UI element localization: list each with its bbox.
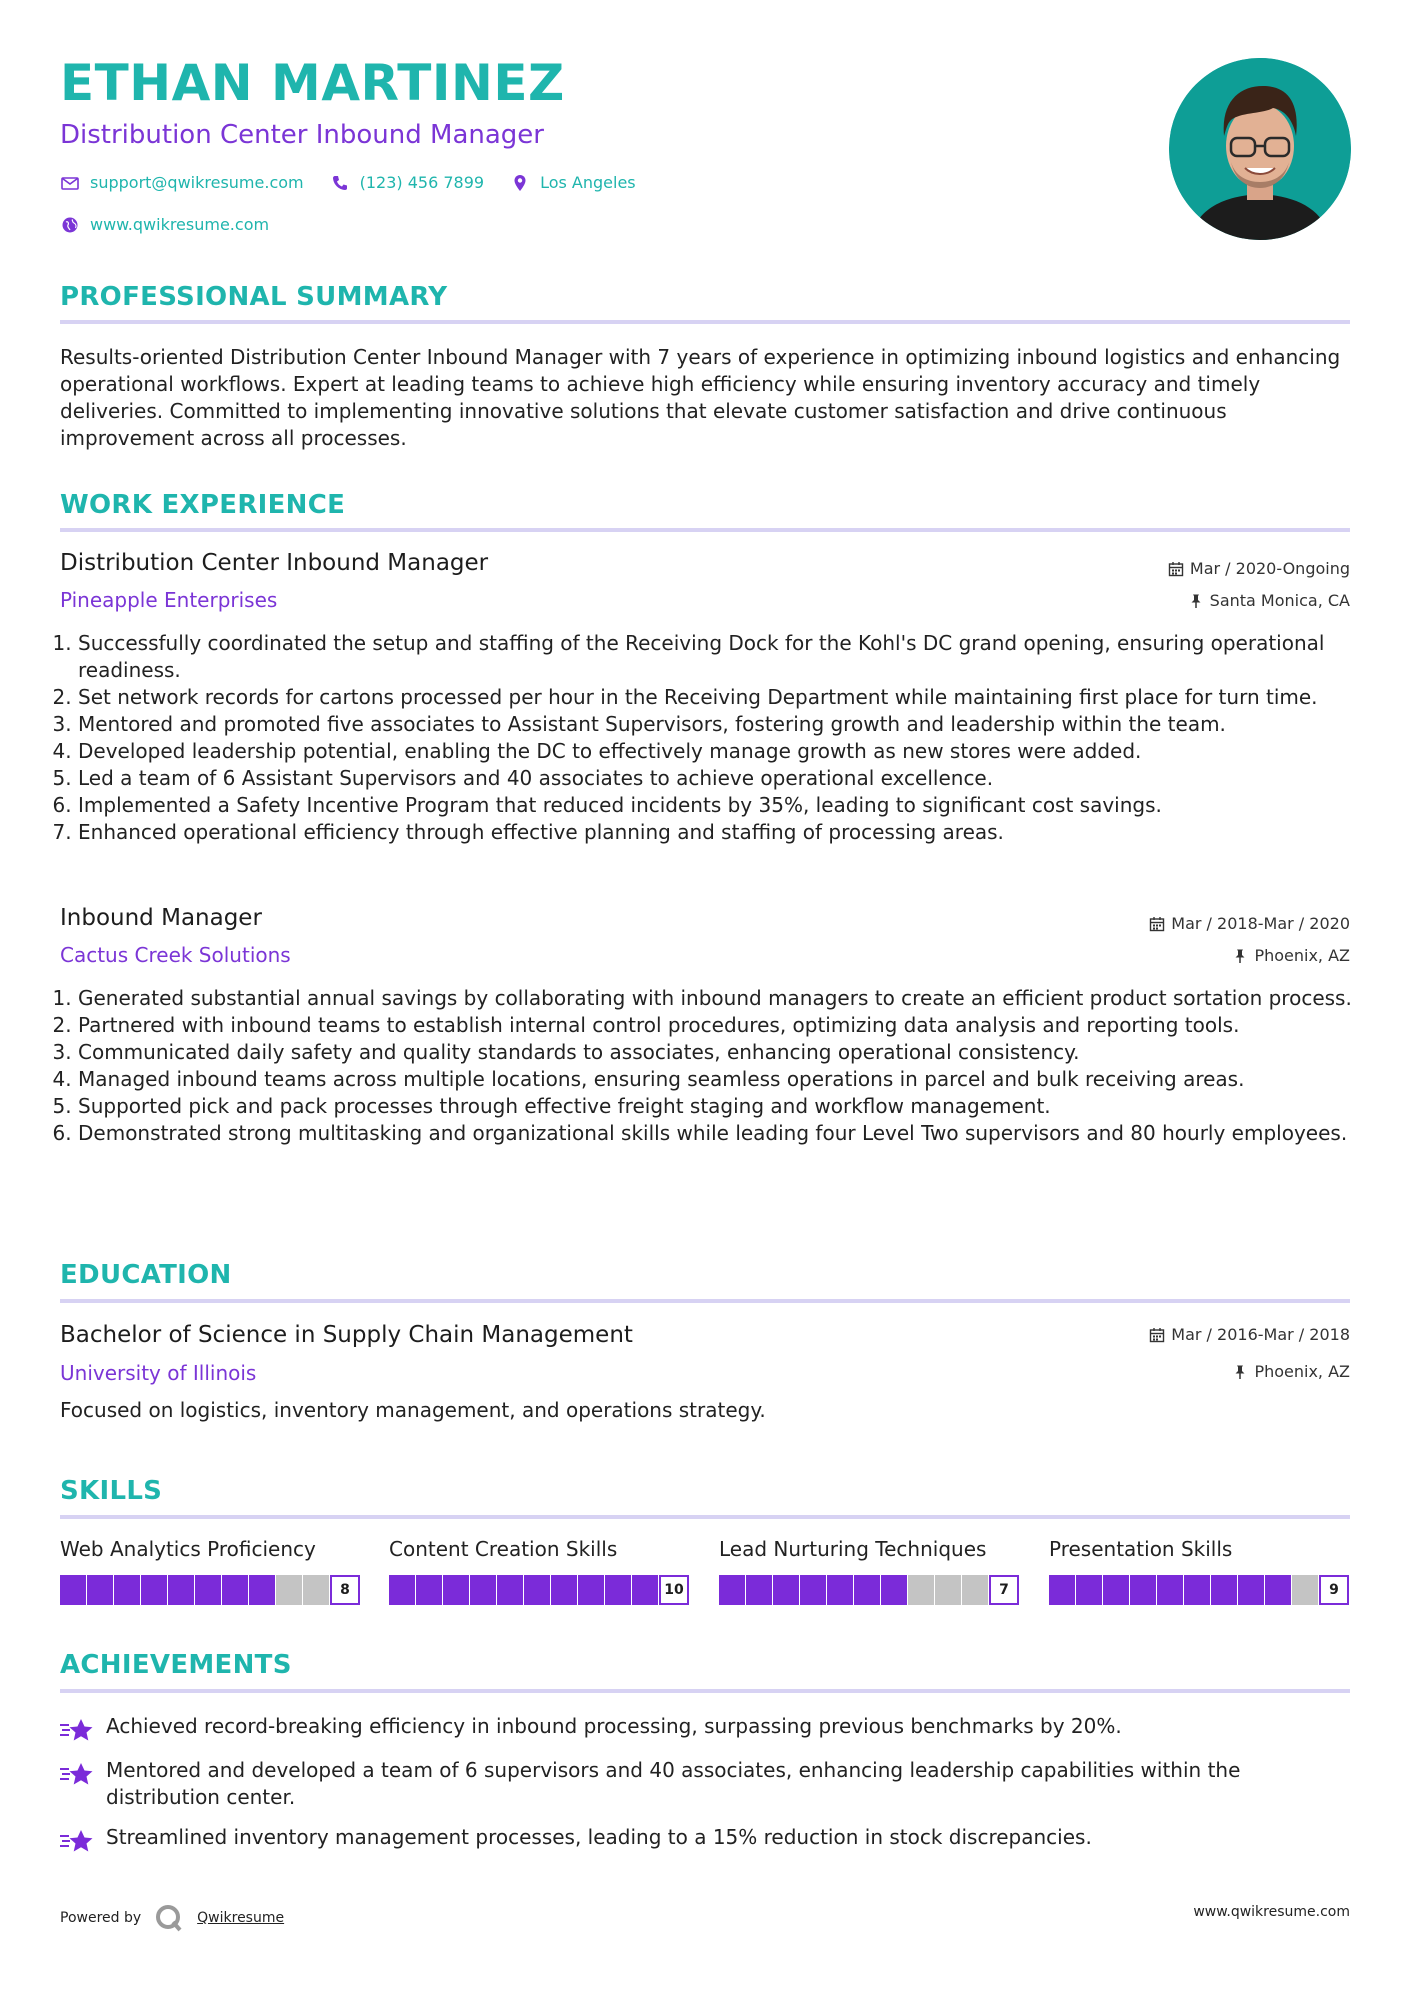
education-location bbox=[1232, 1362, 1350, 1381]
list-item: 6. Demonstrated strong multitasking and organizational skills while leading four Level Two supervisors and 80 hourly employees. bbox=[78, 1120, 1368, 1147]
skill-segment bbox=[87, 1575, 113, 1605]
education-heading: EDUCATION bbox=[60, 1260, 232, 1290]
skill-segment bbox=[416, 1575, 442, 1605]
education-dates-text: Mar / 2016-Mar / 2018 bbox=[1171, 1325, 1350, 1344]
skill-level-badge: 10 bbox=[659, 1575, 689, 1605]
skill-segment bbox=[962, 1575, 988, 1605]
pin-icon bbox=[1232, 948, 1248, 964]
skill-name: Lead Nurturing Techniques bbox=[719, 1537, 987, 1561]
skill-segment bbox=[1076, 1575, 1102, 1605]
skill-segment bbox=[1049, 1575, 1075, 1605]
skill-segment bbox=[800, 1575, 826, 1605]
skill-segment bbox=[195, 1575, 221, 1605]
skill-item bbox=[60, 1537, 360, 1605]
skill-segment bbox=[443, 1575, 469, 1605]
skill-segment bbox=[497, 1575, 523, 1605]
section-divider bbox=[60, 1515, 1350, 1519]
achievement-item bbox=[60, 1713, 1350, 1743]
degree-title: Bachelor of Science in Supply Chain Management bbox=[60, 1322, 633, 1348]
star-icon bbox=[60, 1761, 94, 1787]
school-name: University of Illinois bbox=[60, 1361, 257, 1385]
job-location-text: Phoenix, AZ bbox=[1254, 946, 1350, 965]
company-name: Cactus Creek Solutions bbox=[60, 943, 291, 967]
skill-item bbox=[389, 1537, 689, 1605]
skill-name: Presentation Skills bbox=[1049, 1537, 1233, 1561]
list-item: 5. Led a team of 6 Assistant Supervisors and 40 associates to achieve operational excellence. bbox=[78, 765, 1368, 792]
list-item: 4. Developed leadership potential, enabling the DC to effectively manage growth as new stores were added. bbox=[78, 738, 1368, 765]
skill-segment bbox=[746, 1575, 772, 1605]
skill-segment bbox=[303, 1575, 329, 1605]
skill-segment bbox=[827, 1575, 853, 1605]
candidate-name: ETHAN MARTINEZ bbox=[60, 54, 565, 112]
skill-segment bbox=[1238, 1575, 1264, 1605]
skill-segment bbox=[1157, 1575, 1183, 1605]
summary-heading: PROFESSIONAL SUMMARY bbox=[60, 282, 448, 312]
skill-segment bbox=[222, 1575, 248, 1605]
location-text: Los Angeles bbox=[540, 173, 636, 192]
skill-level-badge: 8 bbox=[330, 1575, 360, 1605]
job-dates bbox=[1168, 559, 1350, 578]
skill-name: Content Creation Skills bbox=[389, 1537, 618, 1561]
skill-segment bbox=[1292, 1575, 1318, 1605]
powered-by-label: Powered by bbox=[60, 1910, 142, 1926]
skill-segment bbox=[881, 1575, 907, 1605]
achievement-item bbox=[60, 1757, 1350, 1811]
footer-powered bbox=[60, 1902, 284, 1934]
job-dates-text: Mar / 2018-Mar / 2020 bbox=[1171, 914, 1350, 933]
section-divider bbox=[60, 1299, 1350, 1303]
job-location bbox=[1188, 591, 1350, 610]
job-dates-text: Mar / 2020-Ongoing bbox=[1189, 559, 1350, 578]
skill-level-badge: 7 bbox=[989, 1575, 1019, 1605]
skill-segment bbox=[1103, 1575, 1129, 1605]
skill-segment bbox=[249, 1575, 275, 1605]
skill-segment bbox=[935, 1575, 961, 1605]
calendar-icon bbox=[1149, 1327, 1165, 1343]
section-divider bbox=[60, 528, 1350, 532]
achievement-text: Achieved record-breaking efficiency in inbound processing, surpassing previous benchmarks by 20%. bbox=[106, 1714, 1122, 1738]
qwikresume-logo-icon bbox=[153, 1902, 185, 1934]
email-link[interactable]: support@qwikresume.com bbox=[90, 173, 304, 192]
skill-segment bbox=[470, 1575, 496, 1605]
list-item: 3. Mentored and promoted five associates to Assistant Supervisors, fostering growth and leadership within the team. bbox=[78, 711, 1368, 738]
brand-link[interactable]: Qwikresume bbox=[197, 1910, 285, 1926]
pin-icon bbox=[1232, 1364, 1248, 1380]
job-title: Inbound Manager bbox=[60, 905, 262, 931]
job-responsibilities bbox=[60, 985, 1368, 1147]
skill-level-badge: 9 bbox=[1319, 1575, 1349, 1605]
job-dates bbox=[1149, 914, 1350, 933]
list-item: 3. Communicated daily safety and quality standards to associates, enhancing operational consistency. bbox=[78, 1039, 1368, 1066]
contact-row bbox=[60, 173, 636, 193]
map-pin-icon bbox=[510, 173, 530, 193]
calendar-icon bbox=[1149, 916, 1165, 932]
list-item: 1. Successfully coordinated the setup and staffing of the Receiving Dock for the Kohl's DC grand opening, ensuring operational readiness. bbox=[78, 630, 1368, 684]
skill-segment bbox=[632, 1575, 658, 1605]
experience-heading: WORK EXPERIENCE bbox=[60, 490, 346, 520]
achievement-text: Mentored and developed a team of 6 supervisors and 40 associates, enhancing leadership capabilities within the distribution center. bbox=[106, 1758, 1241, 1809]
education-location-text: Phoenix, AZ bbox=[1254, 1362, 1350, 1381]
skill-segment bbox=[773, 1575, 799, 1605]
list-item: 1. Generated substantial annual savings by collaborating with inbound managers to create an efficient product sortation process. bbox=[78, 985, 1368, 1012]
job-responsibilities bbox=[60, 630, 1368, 846]
skill-segment bbox=[141, 1575, 167, 1605]
skill-segment bbox=[578, 1575, 604, 1605]
skill-segment bbox=[719, 1575, 745, 1605]
skill-segment bbox=[908, 1575, 934, 1605]
globe-icon bbox=[60, 215, 80, 235]
job-location-text: Santa Monica, CA bbox=[1209, 591, 1350, 610]
star-icon bbox=[60, 1717, 94, 1743]
website-link[interactable]: www.qwikresume.com bbox=[90, 215, 270, 234]
list-item: 2. Partnered with inbound teams to establish internal control procedures, optimizing data analysis and reporting tools. bbox=[78, 1012, 1368, 1039]
skill-bar bbox=[719, 1575, 1019, 1605]
skill-segment bbox=[551, 1575, 577, 1605]
achievement-text: Streamlined inventory management processes, leading to a 15% reduction in stock discrepancies. bbox=[106, 1825, 1092, 1849]
skill-name: Web Analytics Proficiency bbox=[60, 1537, 316, 1561]
job-title: Distribution Center Inbound Manager bbox=[60, 550, 489, 576]
skill-bar bbox=[60, 1575, 360, 1605]
education-description: Focused on logistics, inventory management, and operations strategy. bbox=[60, 1398, 766, 1422]
skill-segment bbox=[114, 1575, 140, 1605]
skills-heading: SKILLS bbox=[60, 1476, 163, 1506]
footer-website[interactable]: www.qwikresume.com bbox=[1193, 1904, 1350, 1920]
skill-segment bbox=[389, 1575, 415, 1605]
star-icon bbox=[60, 1828, 94, 1854]
skill-bar bbox=[1049, 1575, 1349, 1605]
skill-segment bbox=[276, 1575, 302, 1605]
skill-bar bbox=[389, 1575, 689, 1605]
job-location bbox=[1232, 946, 1350, 965]
education-dates bbox=[1149, 1325, 1350, 1344]
skill-segment bbox=[1211, 1575, 1237, 1605]
skill-segment bbox=[1130, 1575, 1156, 1605]
list-item: 2. Set network records for cartons processed per hour in the Receiving Department while maintaining first place for turn time. bbox=[78, 684, 1368, 711]
skill-item bbox=[1049, 1537, 1349, 1605]
skill-item bbox=[719, 1537, 1019, 1605]
email-icon bbox=[60, 173, 80, 193]
company-name: Pineapple Enterprises bbox=[60, 588, 278, 612]
phone-number[interactable]: (123) 456 7899 bbox=[359, 173, 485, 192]
list-item: 6. Implemented a Safety Incentive Program that reduced incidents by 35%, leading to significant cost savings. bbox=[78, 792, 1368, 819]
skill-segment bbox=[605, 1575, 631, 1605]
skill-segment bbox=[854, 1575, 880, 1605]
section-divider bbox=[60, 1689, 1350, 1693]
section-divider bbox=[60, 320, 1350, 324]
website-row bbox=[60, 215, 269, 235]
list-item: 4. Managed inbound teams across multiple locations, ensuring seamless operations in parcel and bulk receiving areas. bbox=[78, 1066, 1368, 1093]
profile-photo bbox=[1169, 58, 1351, 240]
candidate-title: Distribution Center Inbound Manager bbox=[60, 120, 544, 150]
achievements-heading: ACHIEVEMENTS bbox=[60, 1650, 292, 1680]
skill-segment bbox=[1265, 1575, 1291, 1605]
skill-segment bbox=[1184, 1575, 1210, 1605]
summary-text: Results-oriented Distribution Center Inbound Manager with 7 years of experience in optimizing inbound logistics and enhancing operational workflows. Expert at leading teams to achieve high efficiency while ensuring inventory accuracy and timely deliveries. Committed to implementing innovative solutions that elevate customer satisfaction and drive continuous improvement across all processes. bbox=[60, 345, 1341, 450]
pin-icon bbox=[1188, 593, 1204, 609]
skill-segment bbox=[524, 1575, 550, 1605]
skill-segment bbox=[168, 1575, 194, 1605]
list-item: 5. Supported pick and pack processes through effective freight staging and workflow management. bbox=[78, 1093, 1368, 1120]
skill-segment bbox=[60, 1575, 86, 1605]
list-item: 7. Enhanced operational efficiency through effective planning and staffing of processing areas. bbox=[78, 819, 1368, 846]
phone-icon bbox=[330, 173, 350, 193]
achievement-item bbox=[60, 1824, 1350, 1854]
calendar-icon bbox=[1168, 561, 1184, 577]
